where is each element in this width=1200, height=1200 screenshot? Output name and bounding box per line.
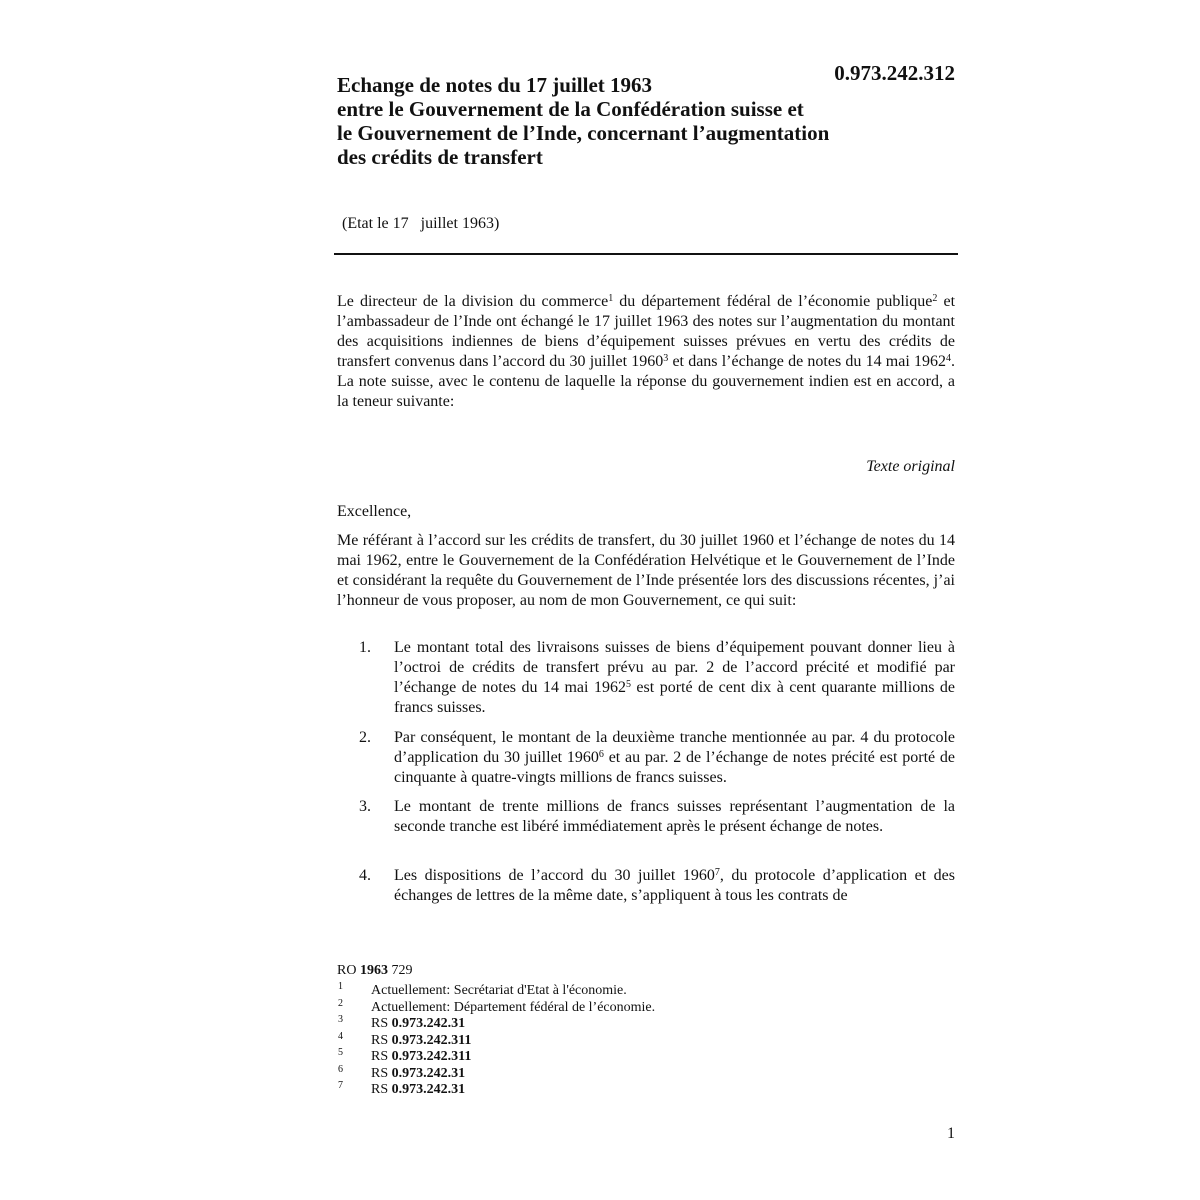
ro-prefix: RO [337, 963, 357, 978]
document-title [337, 73, 937, 169]
footnote-number: 3 [338, 1014, 343, 1025]
list-item-text [394, 866, 955, 906]
footnote-ref[interactable]: 5 [625, 679, 631, 690]
intro-text: du département fédéral de l’économie publique [613, 293, 933, 310]
list-item-number: 2. [359, 729, 371, 746]
footnote-number: 4 [338, 1030, 343, 1042]
footnote-ref[interactable]: 3 [663, 353, 669, 364]
document-number: 0.973.242.312 [834, 61, 955, 85]
footnote-reference-number: 0.973.242.31 [391, 1082, 466, 1097]
list-item-number: 1. [359, 639, 371, 656]
footnote-ref[interactable]: 6 [598, 749, 604, 760]
list-item-text-part: , du protocole d’application et des échanges de lettres de la même date, s’appliquent à tous les contrats de [394, 867, 955, 904]
footnote-text [371, 1082, 465, 1099]
state-date: (Etat le 17 juillet 1963) [342, 215, 500, 232]
list-item-text-part: est porté de cent dix à cent quarante millions de francs suisses. [394, 679, 956, 716]
ro-year: 1963 [359, 963, 388, 978]
original-text-label: Texte original [866, 458, 955, 475]
footnote-text [371, 1049, 471, 1066]
footnote-reference-number: 0.973.242.311 [391, 1049, 472, 1064]
footnote-text [371, 1033, 471, 1050]
list-item-text [394, 638, 955, 718]
footnote-text-part: RS [371, 1016, 392, 1031]
title-line: Echange de notes du 17 juillet 1963 [337, 73, 653, 97]
list-item-text-part: Les dispositions de l’accord du 30 juillet 1960 [394, 867, 715, 884]
intro-paragraph [337, 292, 955, 412]
list-item-text-part: Par conséquent, le montant de la deuxième tranche mentionnée au par. 4 du protocole d’application du 30 juillet 1960 [394, 729, 955, 766]
footnote-number: 1 [338, 981, 343, 992]
footnote-text [371, 1000, 655, 1017]
footnote-reference-number: 0.973.242.31 [391, 1016, 466, 1031]
footnote-ref[interactable]: 2 [932, 293, 938, 304]
intro-text: et l’ambassadeur de l’Inde ont échangé le 17 juillet 1963 des notes sur l’augmentation du montant des acquisitions indiennes de biens d’équipement suisses prévues en vertu des crédits de transfert convenus dans l’accord du 30 juillet 1960 [337, 293, 956, 370]
title-line: le Gouvernement de l’Inde, concernant l’augmentation [337, 121, 830, 145]
intro-text: Le directeur de la division du commerce [337, 293, 609, 310]
official-compilation-reference [337, 962, 412, 980]
footnote-number: 6 [338, 1063, 343, 1075]
list-item-text-part: Le montant de trente millions de francs suisses représentant l’augmentation de la seconde tranche est libéré immédiatement après le présent échange de notes. [394, 798, 955, 835]
title-divider [334, 253, 958, 255]
footnote-reference-number: 0.973.242.31 [391, 1065, 466, 1081]
footnote-text-part: RS [371, 1032, 392, 1048]
footnote-number: 2 [338, 997, 343, 1009]
footnote-number: 5 [338, 1047, 343, 1058]
footnote-number: 7 [338, 1080, 343, 1091]
footnote-reference-number: 0.973.242.311 [391, 1032, 472, 1048]
footnote-ref[interactable]: 1 [608, 293, 614, 304]
footnote-text [371, 1016, 465, 1033]
list-item-text-part: Le montant total des livraisons suisses de biens d’équipement pouvant donner lieu à l’octroi de crédits de transfert prévu au par. 2 de l’accord précité et modifié par l’échange de notes du 14 mai 1962 [394, 639, 955, 696]
list-item-text-part: et au par. 2 de l’échange de notes précité est porté de cinquante à quatre-vingts millions de francs suisses. [394, 749, 955, 786]
intro-text: . La note suisse, avec le contenu de laquelle la réponse du gouvernement indien est en accord, a la teneur suivante: [337, 353, 956, 410]
footnote-ref[interactable]: 7 [714, 867, 720, 878]
footnote-text-part: Actuellement: Secrétariat d'Etat à l'économie. [371, 983, 627, 998]
page-number: 1 [947, 1125, 955, 1142]
footnote-text [371, 983, 627, 1000]
letter-paragraph: Me référant à l’accord sur les crédits de transfert, du 30 juillet 1960 et l’échange de notes du 14 mai 1962, entre le Gouvernement de la Confédération Helvétique et le Gouvernement de l’Inde et considérant la requête du Gouvernement de l’Inde présentée lors des discussions récentes, j’ai l’honneur de vous proposer, au nom de mon Gouvernement, ce qui suit: [337, 532, 955, 609]
footnote-ref[interactable]: 4 [946, 353, 952, 364]
list-item-number: 4. [359, 867, 371, 884]
list-item-number: 3. [359, 798, 371, 815]
title-line: des crédits de transfert [337, 145, 543, 169]
title-line: entre le Gouvernement de la Confédération suisse et [337, 97, 804, 121]
salutation: Excellence, [337, 503, 412, 520]
intro-text: et dans l’échange de notes du 14 mai 1962 [668, 353, 947, 370]
ro-page: 729 [391, 963, 413, 978]
footnote-text-part: Actuellement: Département fédéral de l’économie. [371, 999, 656, 1015]
footnote-text-part: RS [371, 1049, 392, 1064]
list-item-text [394, 797, 955, 837]
footnote-text [371, 1066, 465, 1083]
footnote-text-part: RS [371, 1065, 392, 1081]
list-item-text [394, 728, 955, 788]
footnote-text-part: RS [371, 1082, 392, 1097]
